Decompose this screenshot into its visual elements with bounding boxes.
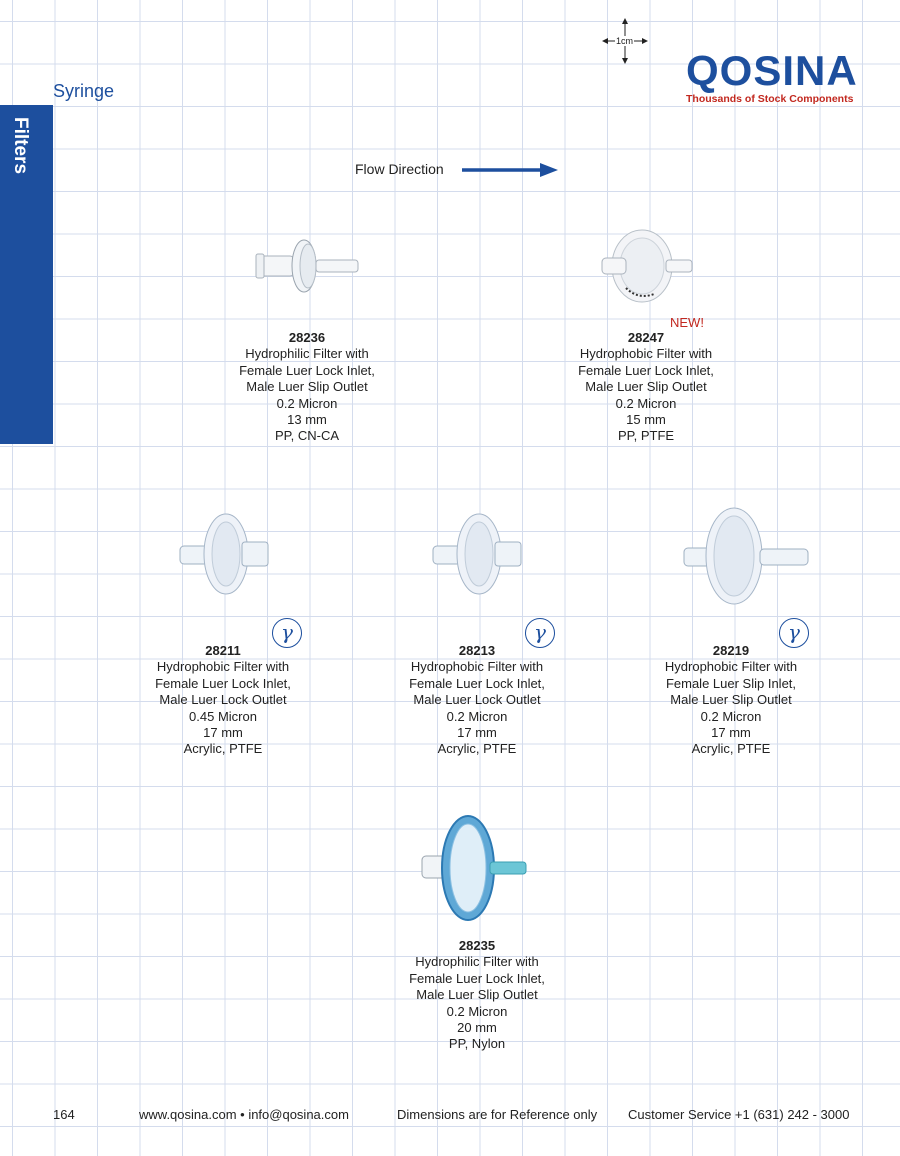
product-number: 28235 (458, 938, 496, 953)
product-description: Hydrophobic Filter with (156, 659, 290, 675)
product-diameter: 13 mm (287, 412, 327, 428)
product-diameter: 17 mm (203, 725, 243, 741)
filter-28247-image (598, 228, 698, 304)
product-28236 (222, 330, 392, 445)
product-28235 (392, 938, 562, 1053)
page-number: 164 (53, 1107, 75, 1122)
product-number: 28236 (288, 330, 326, 345)
filter-28235-image (418, 812, 530, 924)
product-number: 28219 (712, 643, 750, 658)
product-inlet: Female Luer Lock Inlet, (409, 675, 545, 691)
flow-arrow-icon (462, 160, 558, 180)
product-inlet: Female Luer Lock Inlet, (409, 970, 545, 986)
product-description: Hydrophobic Filter with (664, 659, 798, 675)
filter-28213-image (429, 512, 533, 596)
product-material: Acrylic, PTFE (437, 741, 517, 757)
product-material: Acrylic, PTFE (691, 741, 771, 757)
filter-28219-image (680, 506, 814, 606)
product-outlet: Male Luer Lock Outlet (413, 692, 541, 708)
product-number: 28213 (458, 643, 496, 658)
product-outlet: Male Luer Slip Outlet (416, 987, 538, 1003)
product-outlet: Male Luer Slip Outlet (585, 379, 707, 395)
product-material: PP, Nylon (448, 1036, 506, 1052)
product-28211 (138, 643, 308, 758)
logo-tagline: Thousands of Stock Components (686, 93, 854, 105)
footer-customer-service: Customer Service +1 (631) 242 - 3000 (628, 1107, 850, 1122)
product-description: Hydrophilic Filter with (415, 954, 539, 970)
product-diameter: 20 mm (457, 1020, 497, 1036)
product-diameter: 15 mm (626, 412, 666, 428)
filter-28236-image (252, 238, 362, 294)
logo-name: QOSINA (686, 47, 858, 94)
product-pore-size: 0.2 Micron (700, 708, 762, 724)
gamma-sterilization-icon: γ (779, 618, 809, 648)
product-28247 (561, 330, 731, 445)
product-inlet: Female Luer Slip Inlet, (665, 675, 797, 691)
product-outlet: Male Luer Slip Outlet (670, 692, 792, 708)
footer-disclaimer: Dimensions are for Reference only (397, 1107, 598, 1122)
section-title: Syringe (53, 81, 115, 101)
scale-label: 1cm (616, 36, 634, 46)
product-material: Acrylic, PTFE (183, 741, 263, 757)
product-inlet: Female Luer Lock Inlet, (239, 362, 375, 378)
product-pore-size: 0.2 Micron (276, 395, 338, 411)
product-diameter: 17 mm (457, 725, 497, 741)
product-number: 28211 (205, 643, 241, 658)
qosina-logo (686, 47, 861, 105)
product-number: 28247 (627, 330, 665, 345)
product-inlet: Female Luer Lock Inlet, (578, 362, 714, 378)
flow-direction-label: Flow Direction (355, 161, 444, 177)
product-pore-size: 0.2 Micron (615, 395, 677, 411)
product-outlet: Male Luer Lock Outlet (159, 692, 287, 708)
gamma-sterilization-icon: γ (525, 618, 555, 648)
footer-contact: www.qosina.com • info@qosina.com (139, 1107, 349, 1122)
product-diameter: 17 mm (711, 725, 751, 741)
product-outlet: Male Luer Slip Outlet (246, 379, 368, 395)
filter-28211-image (176, 512, 280, 596)
product-pore-size: 0.2 Micron (446, 708, 508, 724)
product-pore-size: 0.45 Micron (189, 708, 257, 724)
product-28213 (392, 643, 562, 758)
section-tab-label: Filters (10, 117, 31, 175)
product-pore-size: 0.2 Micron (446, 1003, 508, 1019)
product-material: PP, CN-CA (274, 428, 340, 444)
product-description: Hydrophobic Filter with (579, 346, 713, 362)
product-material: PP, PTFE (617, 428, 675, 444)
gamma-sterilization-icon: γ (272, 618, 302, 648)
product-28219 (646, 643, 816, 758)
product-description: Hydrophilic Filter with (245, 346, 369, 362)
section-tab (0, 105, 53, 444)
new-badge: NEW! (670, 315, 704, 330)
product-description: Hydrophobic Filter with (410, 659, 544, 675)
product-inlet: Female Luer Lock Inlet, (155, 675, 291, 691)
